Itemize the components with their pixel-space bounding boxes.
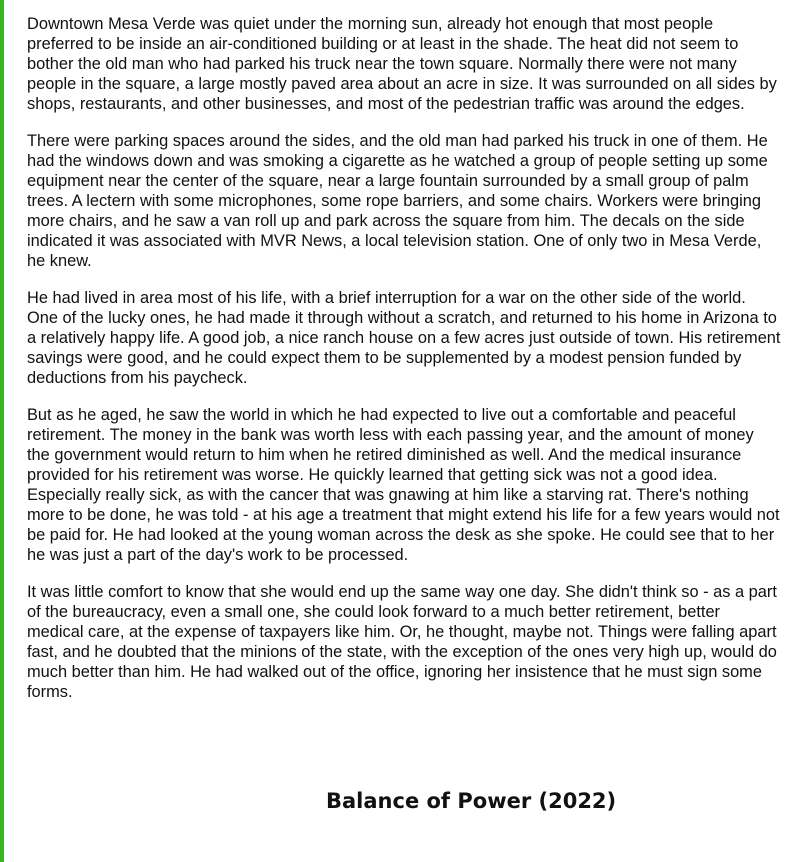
left-accent-bar — [0, 0, 4, 862]
paragraph-3: He had lived in area most of his life, with a brief interruption for a war on the other side of the world. One of the lucky ones, he had made it through without a scratch, and returned to his home in Arizona to a relatively happy life. A good job, a nice ranch house on a few acres just outside of town. His retirement savings were good, and he could expect them to be supplemented by a modest pension funded by deductions from his paycheck. — [27, 289, 781, 387]
story-text — [27, 14, 781, 719]
paragraph-1: Downtown Mesa Verde was quiet under the morning sun, already hot enough that most people preferred to be inside an air-conditioned building or at least in the shade. The heat did not seem to bother the old man who had parked his truck near the town square. Normally there were not many people in the square, a large mostly paved area about an acre in size. It was surrounded on all sides by shops, restaurants, and other businesses, and most of the pedestrian traffic was around the edges. — [27, 15, 777, 113]
paragraph-4: But as he aged, he saw the world in which he had expected to live out a comfortable and peaceful retirement. The money in the bank was worth less with each passing year, and the amount of money the government would return to him when he retired diminished as well. And the medical insurance provided for his retirement was worse. He quickly learned that getting sick was not a good idea. Especially really sick, as with the cancer that was gnawing at him like a starving rat. There's nothing more to be done, he was told - at his age a treatment that might extend his life for a few years would not be paid for. He had looked at the young woman across the desk as she spoke. He could see that to her he was just a part of the day's work to be processed. — [27, 406, 780, 564]
paragraph-5: It was little comfort to know that she would end up the same way one day. She didn't think so - as a part of the bureaucracy, even a small one, she could look forward to a much better retirement, better medical care, at the expense of taxpayers like him. Or, he thought, maybe not. Things were falling apart fast, and he doubted that the minions of the state, with the exception of the ones very high up, would do much better than him. He had walked out of the office, ignoring her insistence that he must sign some forms. — [27, 583, 777, 701]
paragraph-2: There were parking spaces around the sides, and the old man had parked his truck in one of them. He had the windows down and was smoking a cigarette as he watched a group of people setting up some equipment near the center of the square, near a large fountain surrounded by a small group of palm trees. A lectern with some microphones, some rope barriers, and some chairs. Workers were bringing more chairs, and he saw a van roll up and park across the square from him. The decals on the side indicated it was associated with MVR News, a local television station. One of only two in Mesa Verde, he knew. — [27, 132, 768, 270]
book-title: Balance of Power (2022) — [326, 789, 617, 813]
